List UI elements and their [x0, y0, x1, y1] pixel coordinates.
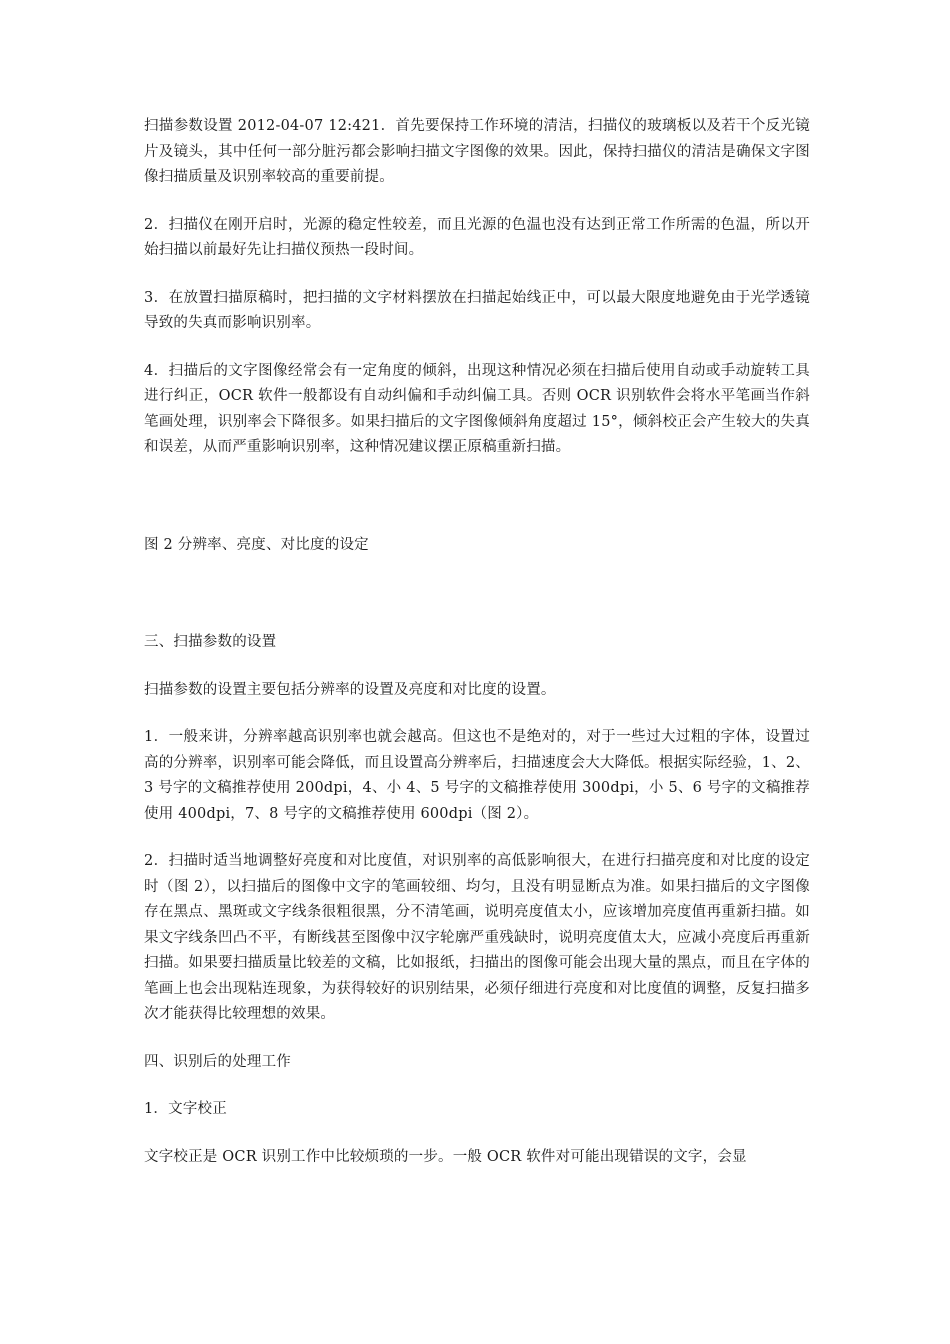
paragraph-cleaning: 扫描参数设置 2012-04-07 12:421．首先要保持工作环境的清洁，扫描仪的玻璃板以及若干个反光镜片及镜头，其中任何一部分脏污都会影响扫描文字图像的效果。因此，保持扫描仪的清洁是确保文字图像扫描质量及识别率较高的重要前提。 [144, 118, 810, 185]
figure-caption: 图 2 分辨率、亮度、对比度的设定 [144, 536, 369, 553]
paragraph-brightness: 2．扫描时适当地调整好亮度和对比度值，对识别率的高低影响很大，在进行扫描亮度和对比度的设定时（图 2），以扫描后的图像中文字的笔画较细、均匀，且没有明显断点为准。如果扫描后的文字图像存在黑点、黑斑或文字线条很粗很黑，分不清笔画，说明亮度值太小，应该增加亮度值再重新扫描。如果文字线条凹凸不平，有断线甚至图像中汉字轮廓严重残缺时，说明亮度值太大，应减小亮度后再重新扫描。如果要扫描质量比较差的文稿，比如报纸，扫描出的图像可能会出现大量的黑点，而且在字体的笔画上也会出现粘连现象，为获得较好的识别结果，必须仔细进行亮度和对比度值的调整，反复扫描多次才能获得比较理想的效果。 [144, 853, 810, 1022]
document-body [144, 114, 810, 1170]
subheading-text-correction: 1．文字校正 [144, 1101, 227, 1117]
paragraph-resolution: 1．一般来讲，分辨率越高识别率也就会越高。但这也不是绝对的，对于一些过大过粗的字体，设置过高的分辨率，识别率可能会降低，而且设置高分辨率后，扫描速度会大大降低。根据实际经验，1、2、3 号字的文稿推荐使用 200dpi，4、小 4、5 号字的文稿推荐使用 300dpi，小 5、6 号字的文稿推荐使用 400dpi，7、8 号字的文稿推荐使用 600dpi（图 2）。 [144, 729, 810, 822]
section-heading-post-processing: 四、识别后的处理工作 [144, 1053, 291, 1070]
paragraph-placement: 3．在放置扫描原稿时，把扫描的文字材料摆放在扫描起始线正中，可以最大限度地避免由于光学透镜导致的失真而影响识别率。 [144, 289, 810, 331]
section-heading-scan-params: 三、扫描参数的设置 [144, 634, 277, 650]
paragraph-skew: 4．扫描后的文字图像经常会有一定角度的倾斜，出现这种情况必须在扫描后使用自动或手动旋转工具进行纠正，OCR 软件一般都设有自动纠偏和手动纠偏工具。否则 OCR 识别软件会将水平笔画当作斜笔画处理，识别率会下降很多。如果扫描后的文字图像倾斜角度超过 15°，倾斜校正会产生较大的失真和误差，从而严重影响识别率，这种情况建议摆正原稿重新扫描。 [144, 362, 810, 455]
paragraph-text-correction: 文字校正是 OCR 识别工作中比较烦琐的一步。一般 OCR 软件对可能出现错误的文字，会显 [144, 1148, 747, 1165]
paragraph-warmup: 2．扫描仪在刚开启时，光源的稳定性较差，而且光源的色温也没有达到正常工作所需的色温，所以开始扫描以前最好先让扫描仪预热一段时间。 [144, 216, 810, 258]
paragraph-params-intro: 扫描参数的设置主要包括分辨率的设置及亮度和对比度的设置。 [144, 681, 556, 698]
